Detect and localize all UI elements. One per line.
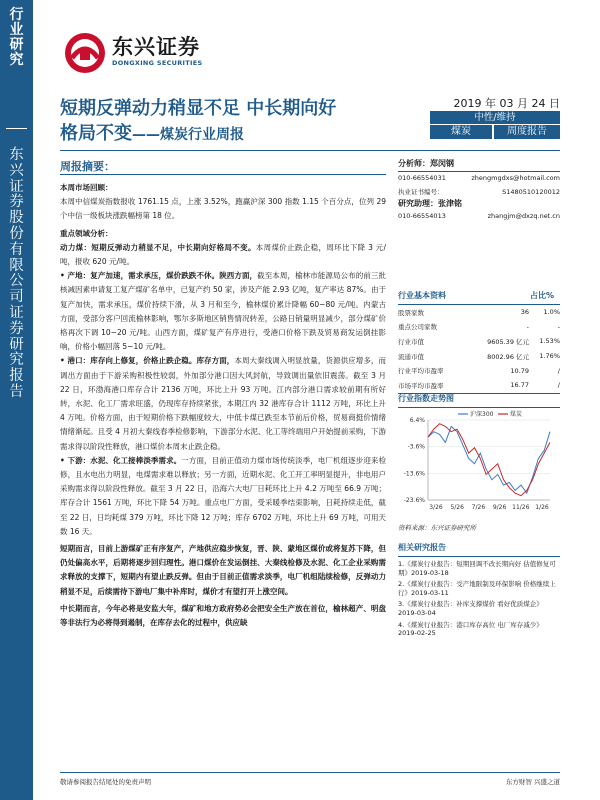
sidebar-divider [6, 128, 27, 129]
production-paragraph [60, 269, 386, 354]
mid-term-paragraph: 中长期而言，今年必将是安监大年，煤矿和地方政府势必会把安全生产放在首位，榆林超产、明盘等非法行为必将得到遏制，在库存去化的过程中，供应缺 [60, 603, 386, 628]
analyst-cert-label: 执业证书编号： [398, 188, 444, 196]
chart-x-tick-label: 3/26 [429, 504, 443, 511]
chart-y-tick-label: -13.6% [403, 470, 425, 478]
index-chart-heading: 行业指数走势图 [398, 394, 454, 403]
chart-x-tick-label: 1/26 [535, 504, 549, 511]
title-line-2: 格局不变 [60, 123, 132, 144]
basics-cell-v: 36 [520, 308, 530, 317]
basics-row [398, 363, 560, 378]
assistant-phone: 010-66554013 [398, 212, 446, 220]
short-term-paragraph: 短期而言，目前上游煤矿正有序复产，产地供应稳步恢复，晋、陕、蒙地区煤价或将复苏下降，但仍处偏高水平，后期将逐步回归理性。港口煤价在发运倒挂、大秦线检修及水泥、化工企业采购需求释放的支撑下，短期内有望止跌反弹。但由于目前正值需求淡季，电厂机组陆续检修，反弹动力稍显不足，后续需待下游电厂集中补库时，煤价才有望打开上涨空间。 [60, 544, 386, 596]
title-divider [60, 150, 560, 151]
basics-cell-k: 流通市值 [398, 352, 424, 361]
related-reports [398, 542, 560, 641]
sidebar-bottom-text: 东 兴 证 券 股 份 有 限 公 司 证 券 研 究 报 告 [9, 147, 24, 400]
rating-badge: 中性/维持 [430, 111, 560, 124]
analyst-phone: 010-66554031 [398, 174, 446, 182]
basics-cell-k: 行业平均市盈率 [398, 367, 444, 376]
chart-series-line-1 [428, 424, 550, 496]
thermal-coal-paragraph [60, 241, 386, 269]
production-lead: • 产地：复产加速，需求承压，煤价跌跌不休。陕西方面， [60, 271, 258, 281]
chart-x-tick-label: 11/26 [512, 504, 530, 511]
basics-cell-r: - [557, 322, 560, 331]
market-review-text: 本周中信煤炭指数报收 1761.15 点，上涨 3.52%，跑赢沪深 300 指数 1.15 个百分点，位列 29 个中信一级板块涨跌幅榜第 18 位。 [60, 197, 386, 221]
basics-cell-k: 股票家数 [398, 308, 424, 317]
port-paragraph [60, 354, 386, 453]
industry-badge: 煤炭 [430, 125, 492, 139]
footer-slogan: 东方财智 兴盛之道 [505, 778, 560, 786]
market-review-heading: 本周市场回顾： [60, 183, 113, 192]
summary-heading: 周报摘要： [60, 160, 115, 173]
basics-row [398, 320, 560, 335]
basics-row [398, 334, 560, 349]
port-text: 本周大秦线调入明显放量，货源供应增多，而调出方面由于下游采购积极性较弱，外加部分港口因大风封航，导致调出量依旧震荡。截至 3 月 22 日，环渤海港口库存合计 2136 万吨，环比上升 93 万吨。江内部分港口需求较前期有所好转，水泥、化工厂需求旺盛，仍现库存持续紧张，本期江内 32 港库存合计 1112 万吨，环比上升 4 万吨。价格方面，由于短期价格下跌幅度较大，中低卡煤已跌至本节前后价格，贸易商挺价情绪情绪渐起。且受 4 月初大秦线春季检修影响，下游部分水泥、化工等终端用户开始提前采购，下游需求得以阶段性释放，港口煤价本周末止跌企稳。 [60, 356, 386, 451]
port-lead: • 港口：库存向上修复，价格止跌企稳。库存方面， [60, 356, 235, 366]
basics-row [398, 378, 560, 393]
chart-legend-label: 煤炭 [510, 411, 523, 418]
downstream-paragraph [60, 454, 386, 539]
footer-disclaimer: 敬请参阅报告结尾处的免责声明 [60, 778, 151, 786]
downstream-lead: • 下游：水泥、化工接棒淡季需求。 [60, 455, 182, 465]
basics-cell-v: 8002.96 亿元 [487, 352, 530, 361]
assistant-email: zhangjm@dxzq.net.cn [487, 212, 560, 220]
analyst-email: zhengmgdxs@hotmail.com [471, 174, 560, 182]
footer-divider [60, 772, 560, 773]
ratio-heading: 占比% [529, 291, 554, 300]
industry-basics [398, 290, 560, 394]
summary-divider [60, 174, 386, 175]
chart-x-tick-label: 9/26 [492, 504, 507, 511]
related-report-item[interactable]: 2.《煤炭行业报告：受产地限制及环保影响 价格继续上行》2019-03-11 [398, 580, 556, 597]
company-logo [62, 30, 232, 76]
report-type-badge: 周度报告 [494, 125, 560, 139]
report-body [60, 178, 386, 630]
related-report-item[interactable]: 4.《煤炭行业报告：港口库存高位 电厂库存减少》2019-02-25 [398, 620, 543, 638]
analyst-name: 分析师：郑闵钢 [398, 159, 454, 168]
basics-cell-r: / [557, 381, 560, 390]
basics-heading: 行业基本资料 [398, 291, 446, 300]
basics-cell-k: 重点公司家数 [398, 323, 437, 332]
logo-text-cn: 东兴证券 [112, 35, 200, 59]
logo-mark-icon [62, 30, 108, 76]
chart-x-tick-label: 7/26 [471, 504, 486, 511]
sidebar-band [0, 0, 33, 800]
related-heading: 相关研究报告 [398, 543, 446, 552]
basics-cell-k: 行业市值 [398, 337, 424, 346]
basics-cell-r: 1.0% [543, 308, 560, 317]
basics-cell-r: 1.76% [539, 352, 560, 361]
chart-source: 资料来源：东兴证券研究所 [398, 524, 476, 532]
basics-cell-k: 市场平均市盈率 [398, 381, 444, 390]
basics-cell-v: 9605.39 亿元 [487, 337, 530, 346]
basics-cell-r: / [557, 366, 560, 375]
analyst-block [398, 158, 560, 221]
key-areas-heading: 重点领域分析： [60, 228, 113, 238]
report-date: 2019 年 03 月 24 日 [453, 97, 560, 110]
basics-cell-v: - [526, 322, 530, 331]
basics-cell-v: 16.77 [510, 381, 530, 390]
chart-y-tick-label: -3.6% [407, 443, 425, 451]
sidebar-top-label [0, 8, 33, 68]
thermal-coal-lead: 动力煤：短期反弹动力稍显不足，中长期向好格局不变。 [60, 242, 256, 252]
basics-cell-v: 10.79 [510, 366, 530, 375]
index-chart-block [398, 393, 560, 533]
basics-row [398, 305, 560, 320]
chart-legend-label: 沪深300 [470, 411, 494, 418]
chart-y-tick-label: 6.4% [409, 417, 425, 424]
basics-cell-r: 1.53% [539, 337, 560, 346]
assistant-name: 研究助理：张津铭 [398, 199, 462, 208]
index-line-chart [398, 408, 560, 518]
chart-y-tick-label: -23.6% [403, 497, 425, 504]
logo-text-en: DONGXING SECURITIES [112, 59, 203, 67]
chart-series-line-0 [428, 426, 550, 493]
chart-x-tick-label: 5/26 [450, 504, 464, 511]
downstream-text: 一方面，目前正值动力煤市场传统淡季，电厂机组逐步迎来检修，且水电出力明显，电煤需求难以释放；另一方面，近期水泥、化工开工率明显提升，非电用户采购需求得以阶段性释放。截至 3 月 22 日，沿海六大电厂日耗环比上升 4.2 万吨至 66.9 万吨；库存合计 1561 万吨，环比下降 54 万吨。重点电厂方面，受采暖季结束影响，日耗持续走低，截至 22 日，日均耗煤 379 万吨，环比下降 12 万吨；库存 6702 万吨，环比上升 69 万吨，可用天数 16 天。 [60, 455, 387, 536]
analyst-cert-number: S1480510120012 [502, 188, 560, 196]
sidebar-top-text: 行 业 研 究 [9, 7, 24, 68]
basics-row [398, 349, 560, 364]
title-subtitle: ——煤炭行业周报 [132, 127, 244, 143]
related-report-item[interactable]: 1.《煤炭行业报告：短期回调不改长期向好 估值修复可期》2019-03-18 [398, 560, 556, 577]
report-title [60, 96, 420, 148]
related-report-item[interactable]: 3.《煤炭行业报告：补库支撑煤价 看好优质煤企》2019-03-04 [398, 600, 543, 617]
sidebar-bottom-label [0, 148, 33, 401]
thermal-coal-text: 本周煤价止跌企稳，周环比下降 3 元/吨，报收 620 元/吨。 [60, 242, 386, 267]
production-text: 截至本周，榆林市能源局公布的前三批核减因素申请复工复产煤矿名单中，已复产约 50 家，涉及产能 2.93 亿吨，复产率达 87%。由于复产加快，需求承压，煤价持续下滑，从 3 月和至今，榆林煤价累计降幅 60~80 元/吨。内蒙古方面，受部分客户回流榆林影响，鄂尔多斯地区销售情况转差，公路日销量明显减少，部分煤矿价格再次下调 10~20 元/吨。山西方面，煤矿复产有序进行，受港口价格下跌及贸易商发运倒挂影响，价格小幅回落 5~10 元/吨。 [60, 271, 387, 352]
title-line-1: 短期反弹动力稍显不足 中长期向好 [60, 98, 337, 119]
basics-table [398, 305, 560, 393]
